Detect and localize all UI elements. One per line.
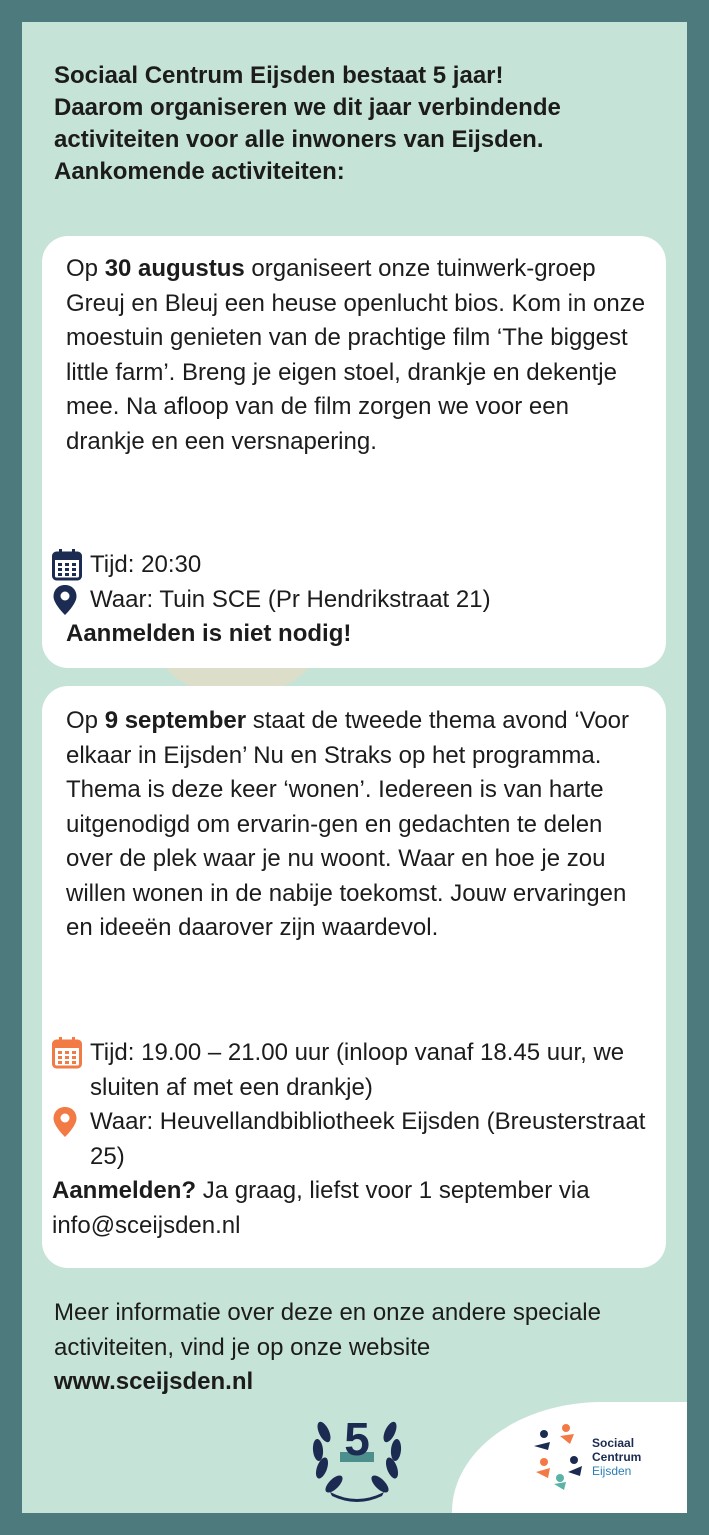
footer-text: Meer informatie over deze en onze andere speciale activiteiten, vind je op onze website xyxy=(54,1299,601,1361)
event-1-description xyxy=(66,252,650,459)
event-card-2 xyxy=(42,686,666,1268)
event-2-time: Tijd: 19.00 – 21.00 uur (inloop vanaf 18.45 uur, we sluiten af met een drankje) xyxy=(90,1039,625,1101)
calendar-icon xyxy=(52,1036,90,1070)
event-2-signup xyxy=(52,1174,656,1243)
location-pin-icon xyxy=(52,1105,90,1139)
footer-info xyxy=(54,1296,664,1400)
event-1-text: organiseert onze tuinwerk-groep Greuj en Bleuj een heuse openlucht bios. Kom in onze moestuin genieten van de prachtige film ‘The biggest little farm’. Breng je eigen stoel, drankje en dekentje mee. Na afloop van de film zorgen we voor een drankje en een versnapering. xyxy=(66,255,646,455)
event-card-1 xyxy=(42,236,666,668)
logo-line: Eijsden xyxy=(592,1464,632,1478)
event-2-pre: Op xyxy=(66,707,105,734)
badge-number: 5 xyxy=(344,1413,370,1465)
intro-line: Daarom organiseren we dit jaar verbindende xyxy=(54,94,561,121)
event-2-place-row xyxy=(52,1105,656,1174)
intro-line: Aankomende activiteiten: xyxy=(54,158,345,185)
event-1-time: Tijd: 20:30 xyxy=(90,551,202,578)
event-1-place: Waar: Tuin SCE (Pr Hendrikstraat 21) xyxy=(90,585,491,613)
calendar-icon xyxy=(52,548,90,582)
logo-line: Centrum xyxy=(592,1450,642,1464)
event-1-pre: Op xyxy=(66,255,105,282)
event-2-signup-text: Ja graag, liefst voor 1 september via info@sceijsden.nl xyxy=(52,1177,590,1239)
event-2-place: Waar: Heuvellandbibliotheek Eijsden (Breusterstraat 25) xyxy=(90,1108,646,1170)
logo-text xyxy=(592,1436,641,1478)
location-pin-icon xyxy=(52,583,90,617)
event-2-date: 9 september xyxy=(104,707,247,734)
event-1-info xyxy=(52,548,656,652)
logo-line: Sociaal xyxy=(592,1436,635,1450)
event-2-text: staat de tweede thema avond ‘Voor elkaar in Eijsden’ Nu en Straks op het programma. Thema is deze keer ‘wonen’. Iedereen is van harte uitgenodigd om ervarin-gen en gedachten te delen over de plek waar je nu woont. Waar en hoe je zou willen wonen in de nabije toekomst. Jouw ervaringen en ideeën daarover zijn waardevol. xyxy=(66,707,630,941)
intro-heading xyxy=(54,60,664,188)
event-1-time-row xyxy=(52,548,656,583)
intro-line: Sociaal Centrum Eijsden bestaat 5 jaar! xyxy=(54,62,504,89)
event-2-time-row xyxy=(52,1036,656,1105)
logo-figures-icon xyxy=(530,1420,590,1490)
event-1-signup: Aanmelden is niet nodig! xyxy=(66,620,352,647)
flyer-panel xyxy=(22,22,687,1513)
event-2-info xyxy=(52,1036,656,1243)
anniversary-badge xyxy=(304,1402,410,1506)
event-1-date: 30 augustus xyxy=(104,255,245,282)
website-link[interactable]: www.sceijsden.nl xyxy=(54,1368,254,1395)
event-2-signup-label: Aanmelden? xyxy=(52,1177,197,1204)
event-2-description xyxy=(66,704,650,946)
intro-line: activiteiten voor alle inwoners van Eijsden. xyxy=(54,126,544,153)
event-1-place-row xyxy=(52,583,656,618)
